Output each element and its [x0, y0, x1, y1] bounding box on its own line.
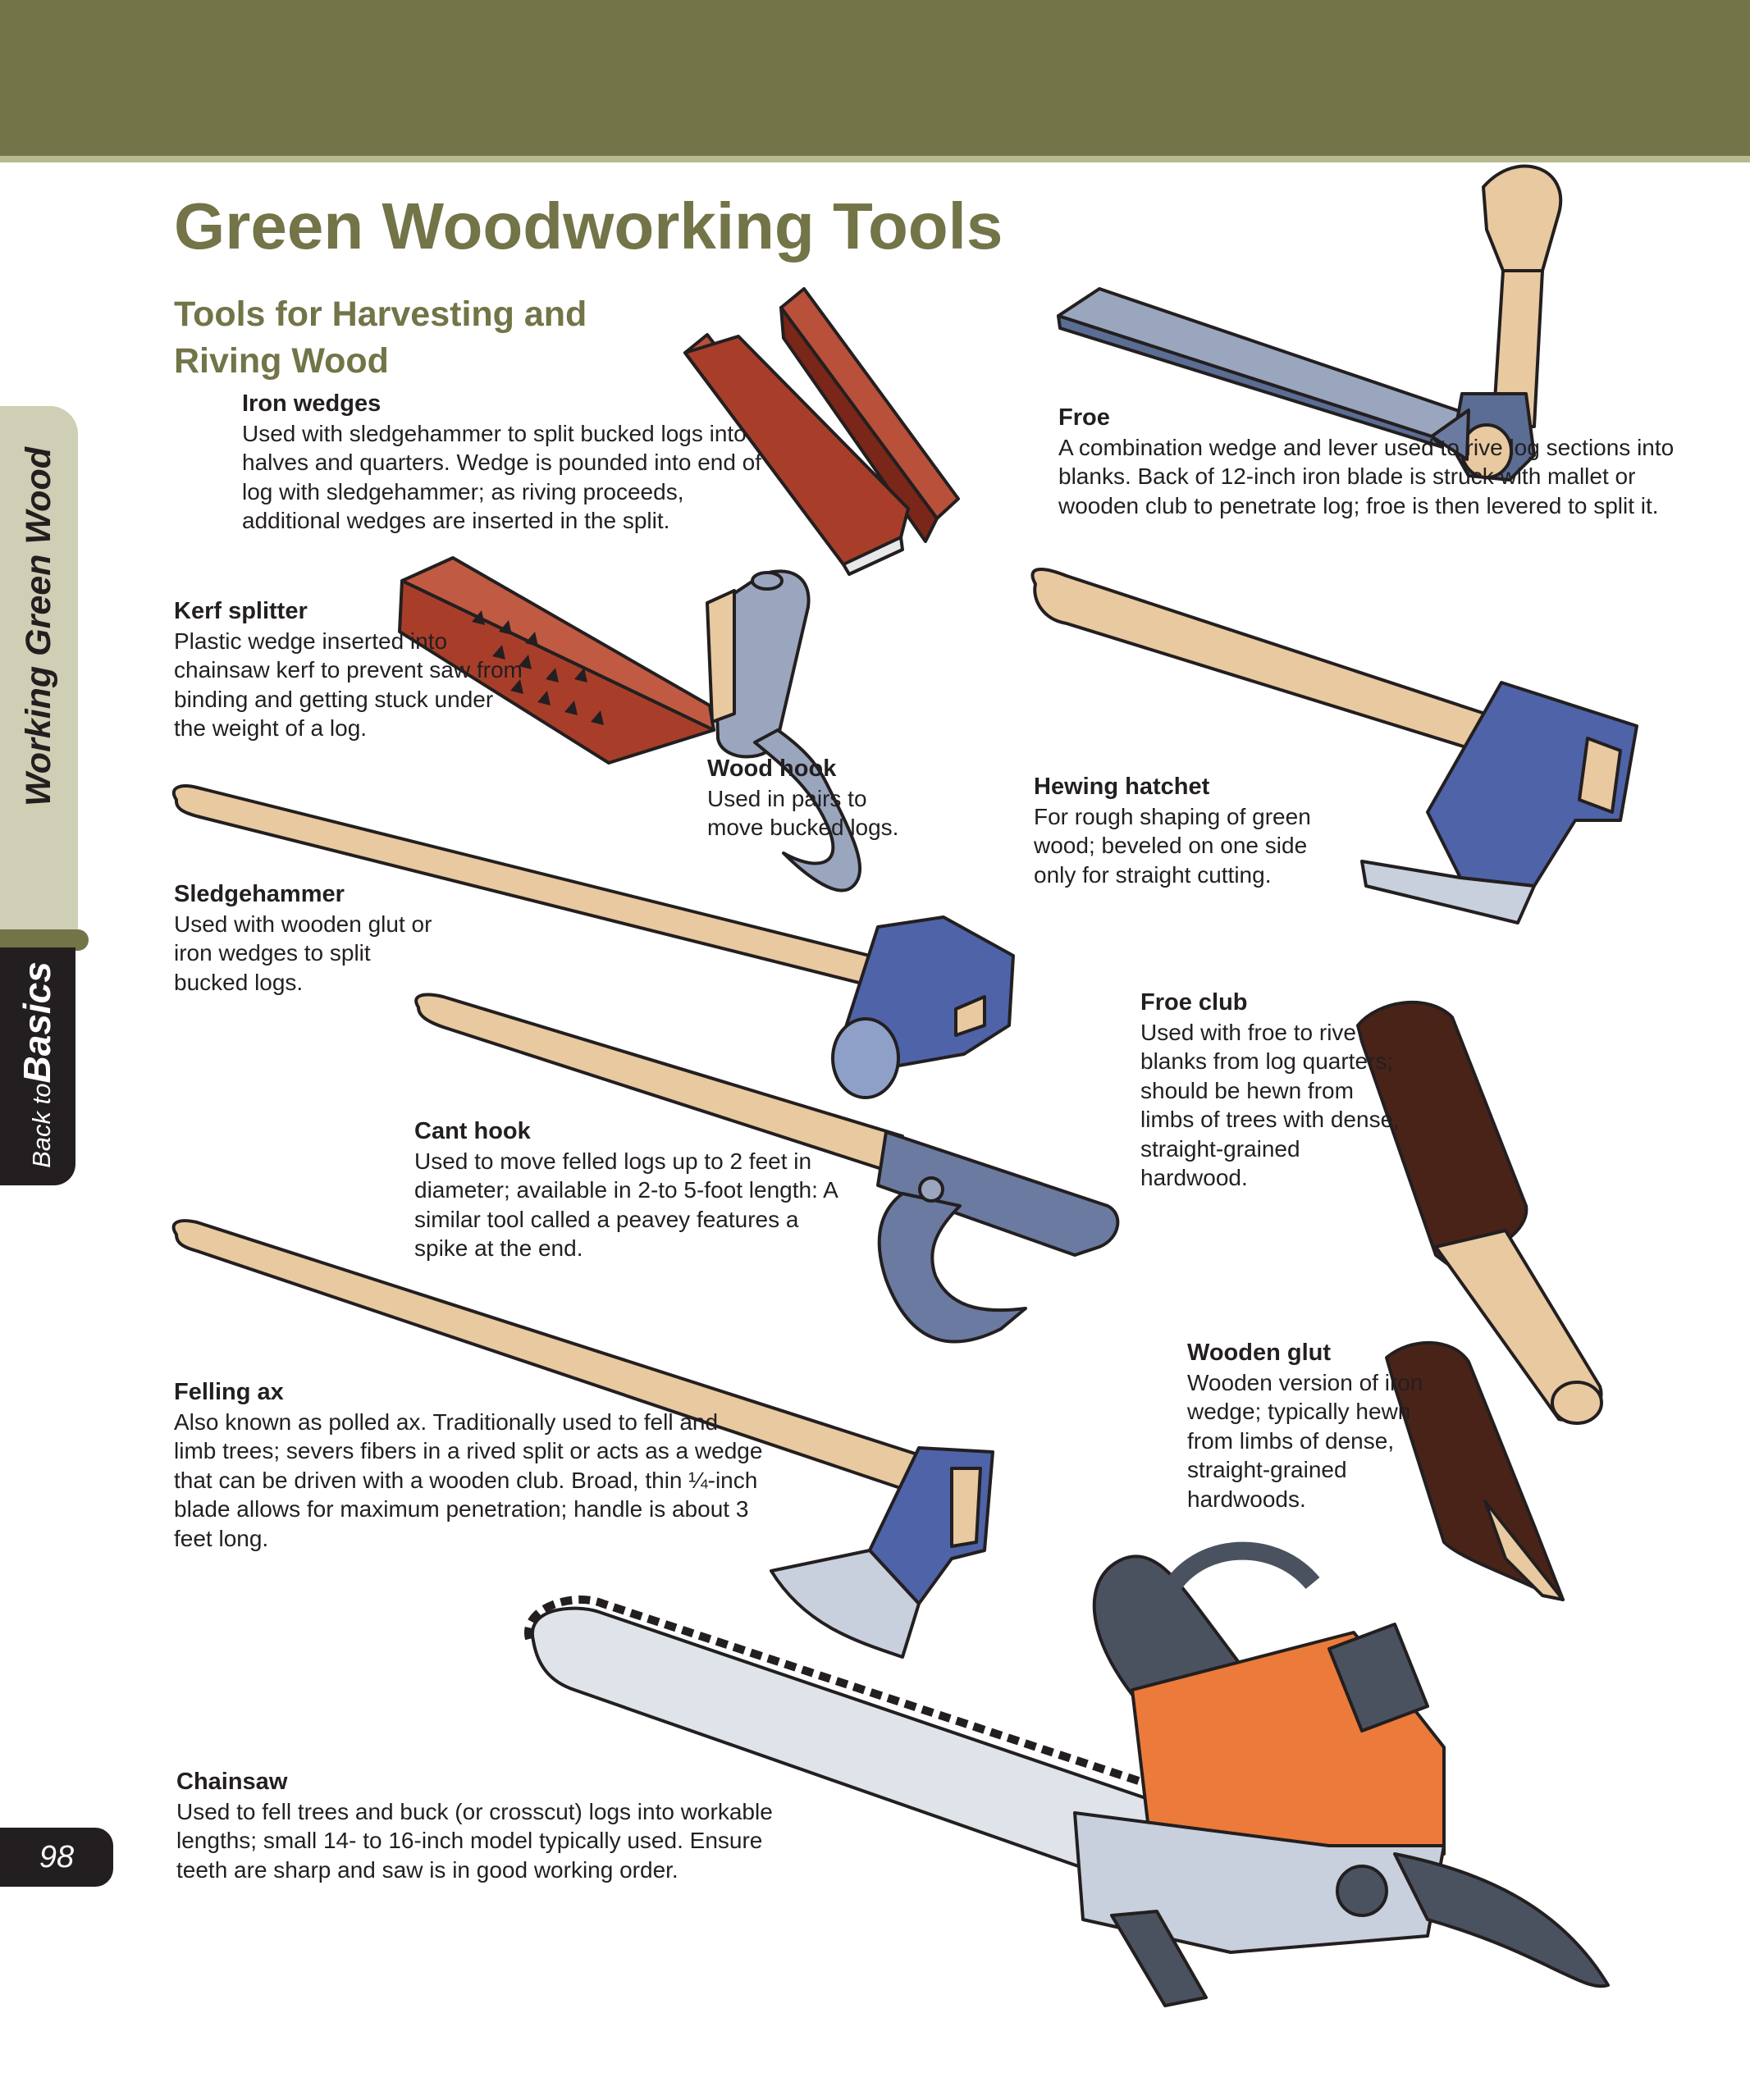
tool-name: Felling ax [174, 1379, 284, 1405]
tool-name: Kerf splitter [174, 598, 308, 624]
tool-sledgehammer [174, 880, 445, 997]
tool-chainsaw [176, 1768, 800, 1884]
tool-name: Wood hook [707, 756, 837, 782]
wood-hook-icon [707, 571, 860, 890]
tool-description: Used in pairs to move bucked logs. [707, 785, 899, 840]
tool-description: For rough shaping of green wood; beveled on one side only for straight cutting. [1034, 803, 1311, 888]
tool-name: Sledgehammer [174, 881, 345, 907]
tool-iron-wedges [242, 390, 784, 536]
tool-description: Used to move felled logs up to 2 feet in diameter; available in 2-to 5-foot length: A similar tool called a peavey features a spike at the end. [414, 1148, 838, 1261]
tool-description: Also known as polled ax. Traditionally used to fell and limb trees; severs fibers in a rived split or acts as a wedge that can be driven with a wooden club. Broad, thin ¼-inch blade allows for maximum penetration; handle is about 3 feet long. [174, 1408, 763, 1551]
section-label: Working Green Wood [19, 447, 58, 806]
page-number: 98 [0, 1828, 113, 1887]
tool-name: Froe club [1140, 989, 1248, 1016]
tool-name: Hewing hatchet [1034, 774, 1210, 800]
page-title: Green Woodworking Tools [174, 189, 1003, 262]
tool-name: Froe [1058, 404, 1110, 431]
tool-description: Used with froe to rive blanks from log quarters; should be hewn from limbs of trees with dense, straight-grained hardwood. [1140, 1019, 1400, 1190]
tool-description: Used with wooden glut or iron wedges to split bucked logs. [174, 911, 432, 995]
tool-description: Used with sledgehammer to split bucked logs into halves and quarters. Wedge is pounded into end of log with sledgehammer; as riving proceeds, additional wedges are inserted in the split. [242, 420, 762, 533]
tool-description: A combination wedge and lever used to rive log sections into blanks. Back of 12-inch iron blade is struck with mallet or wooden club to penetrate log; froe is then levered to split it. [1058, 434, 1675, 518]
tool-description: Plastic wedge inserted into chainsaw kerf to prevent saw from binding and getting stuck under the weight of a log. [174, 628, 523, 741]
series-name: Basics [16, 961, 58, 1084]
tool-froe-club [1140, 988, 1403, 1193]
tool-wood-hook [707, 755, 929, 842]
series-prefix: Back to [27, 1083, 56, 1168]
tool-kerf-splitter [174, 597, 527, 743]
tool-description: Used to fell trees and buck (or crosscut) logs into workable lengths; small 14- to 16-inch model typically used. Ensure teeth are sharp and saw is in good working order. [176, 1798, 773, 1883]
tool-felling-ax [174, 1378, 765, 1553]
tool-name: Iron wedges [242, 390, 382, 417]
tool-name: Wooden glut [1187, 1340, 1332, 1366]
tool-hewing-hatchet [1034, 773, 1337, 889]
tool-name: Cant hook [414, 1118, 531, 1144]
tool-description: Wooden version of iron wedge; typically hewn from limbs of dense, straight-grained hardwoods. [1187, 1369, 1423, 1512]
tool-cant-hook [414, 1117, 849, 1263]
tool-wooden-glut [1187, 1339, 1458, 1513]
tool-name: Chainsaw [176, 1769, 288, 1795]
tool-froe [1058, 404, 1698, 520]
section-subtitle: Tools for Harvesting and Riving Wood [174, 294, 587, 381]
